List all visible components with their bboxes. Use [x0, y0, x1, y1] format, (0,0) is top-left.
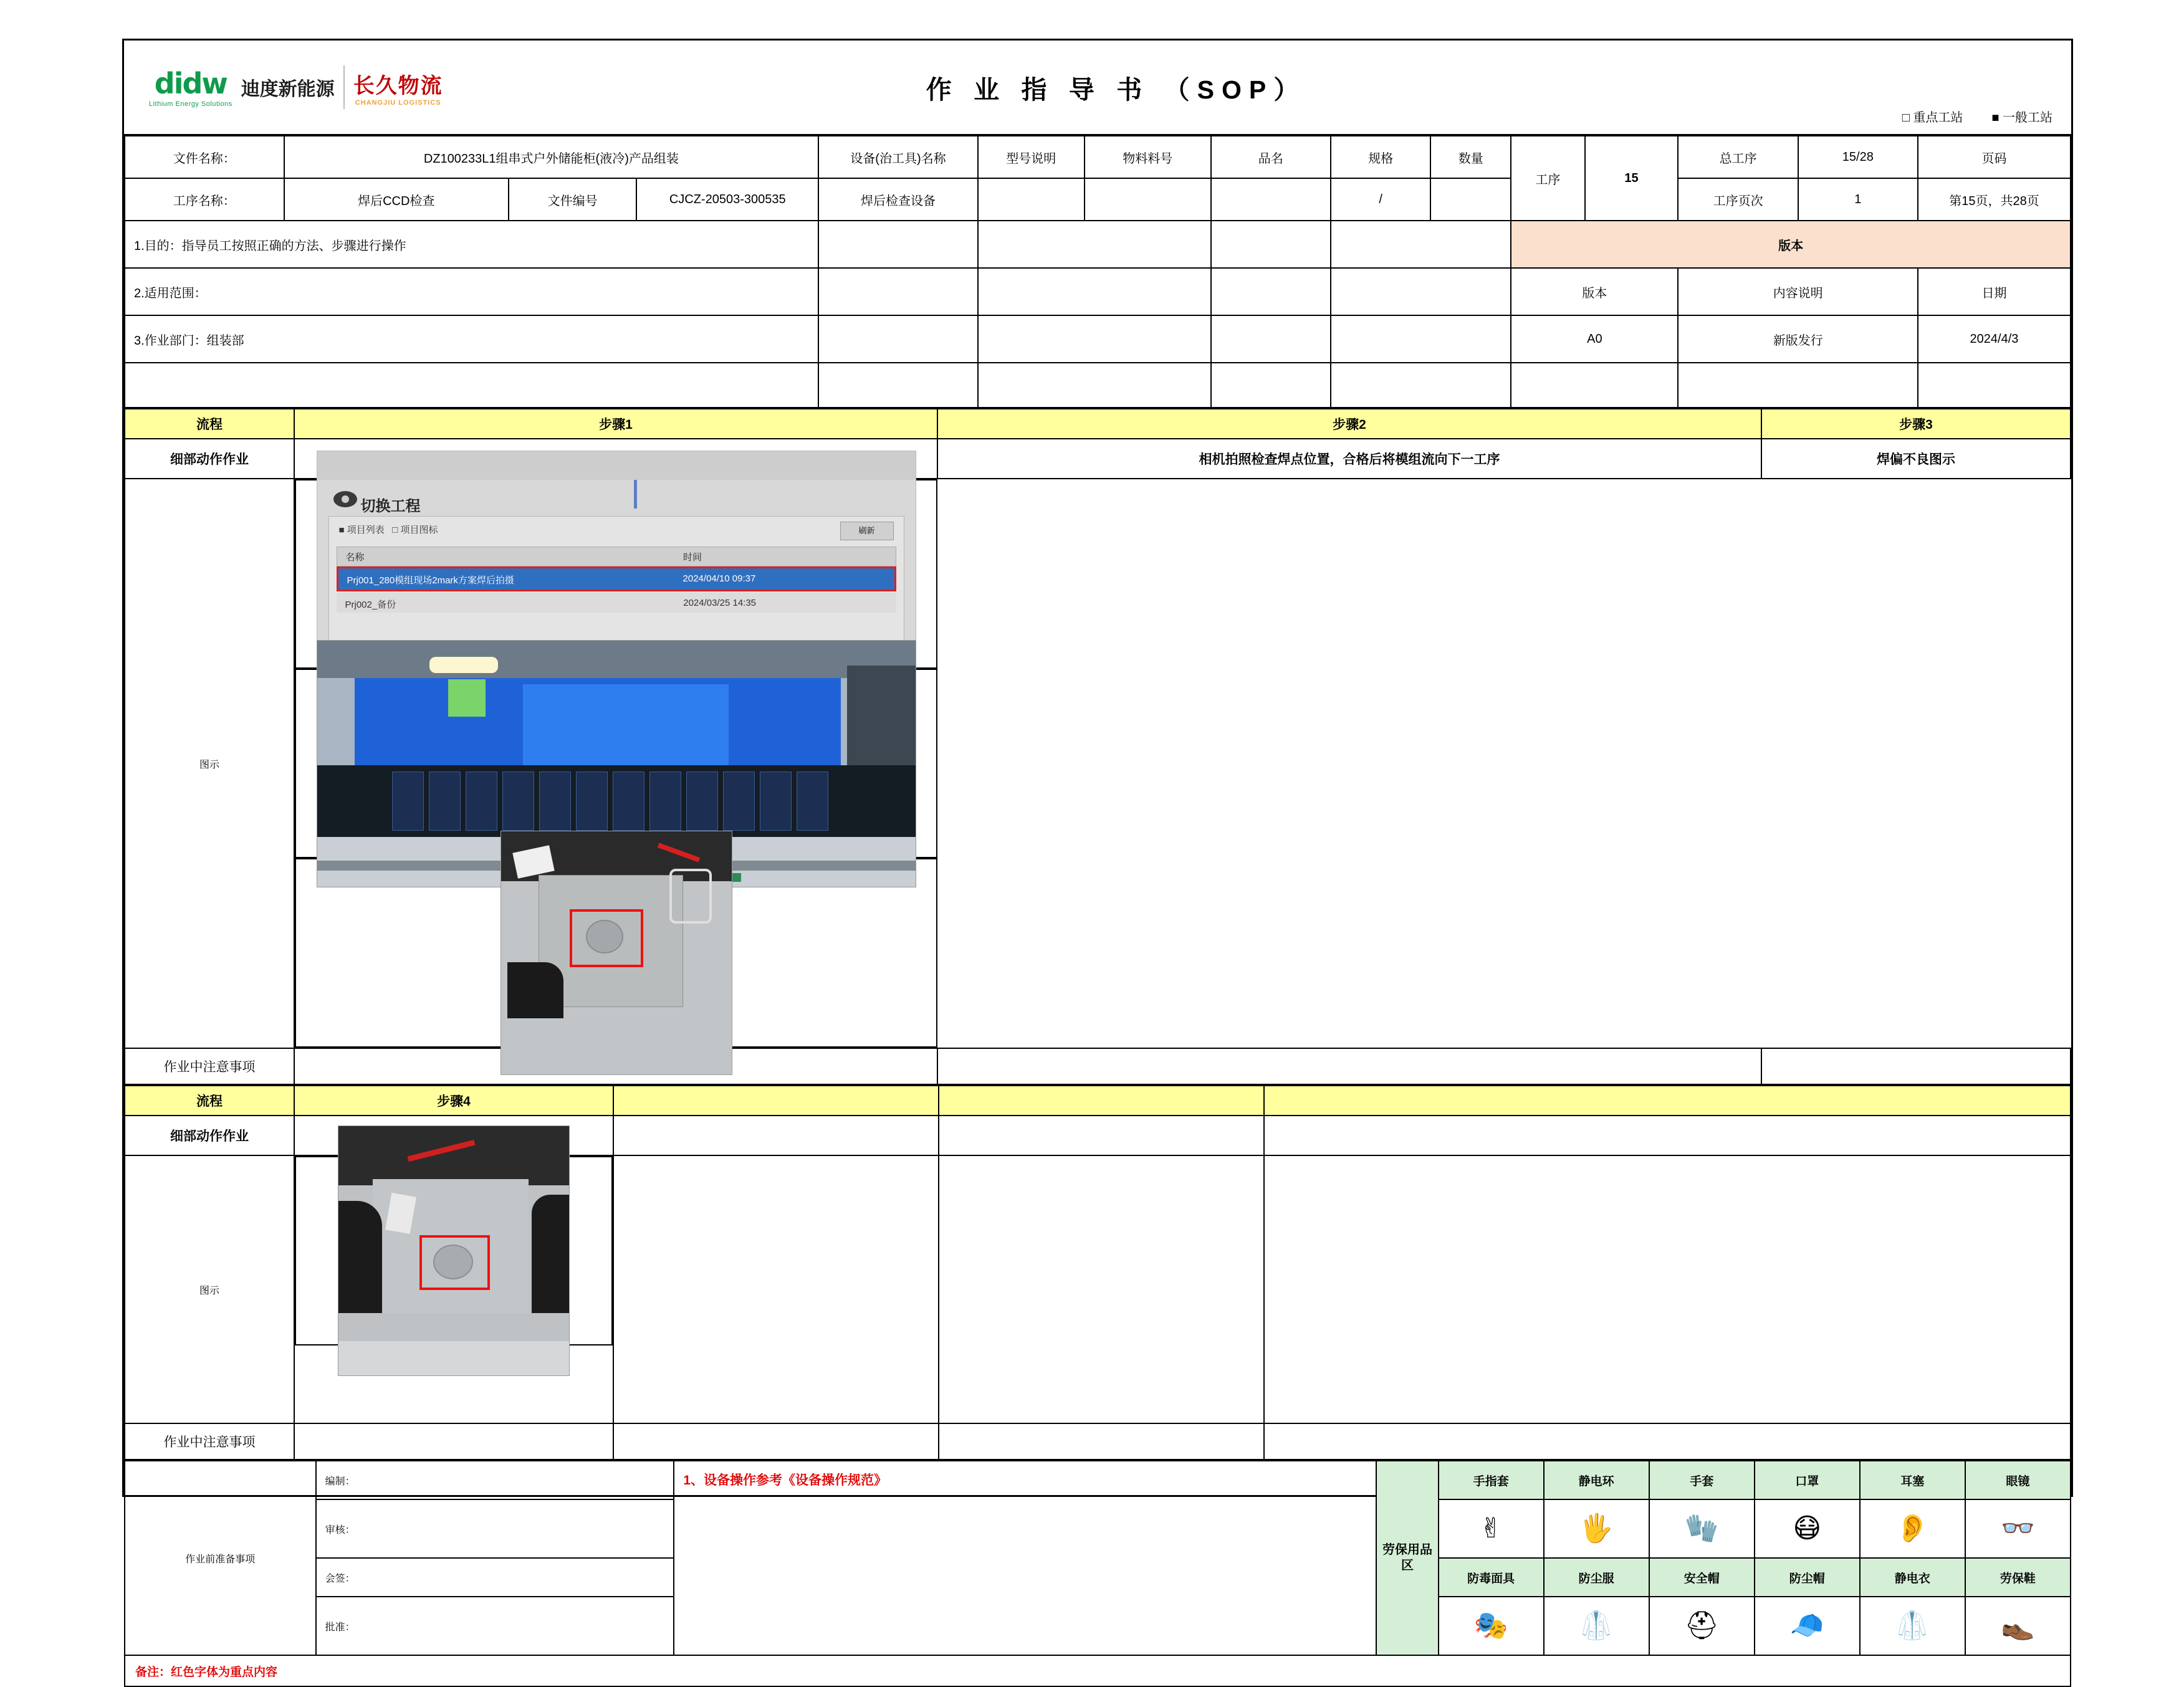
blank-d3: [1211, 363, 1331, 408]
blank-b1: [818, 268, 978, 315]
remark-text: 备注：红色字体为重点内容: [125, 1655, 2071, 1686]
black-bracket-left: [338, 1201, 382, 1313]
equipment-label: 设备(治工具)名称: [818, 136, 978, 178]
compile-field[interactable]: 编制：: [316, 1461, 674, 1499]
detail-label-1: 细部动作作业: [125, 439, 294, 479]
sop-document: [122, 39, 2073, 1679]
defect-highlight-box: [570, 909, 643, 967]
equipment-value: 焊后检查设备: [818, 178, 978, 221]
step-4-label: 步骤4: [294, 1086, 613, 1116]
hmi-divider: [634, 480, 637, 509]
ppe-label-earplug: 耳塞: [1860, 1461, 1965, 1499]
cosign-field[interactable]: 会签：: [316, 1558, 674, 1597]
date-col-label: 日期: [1918, 268, 2071, 315]
blank-d1: [818, 363, 978, 408]
detail-label-2: 细部动作作业: [125, 1116, 294, 1155]
file-name-label: 文件名称：: [125, 136, 284, 178]
hmi-row-2[interactable]: [337, 593, 896, 613]
gas-mask-icon: 🎭: [1439, 1597, 1544, 1655]
station-key-checkbox[interactable]: □ 重点工站: [1902, 111, 1963, 125]
material-value: [1085, 178, 1211, 221]
footer-note: 1、设备操作参考《设备操作规范》: [674, 1461, 1376, 1655]
logo-area: [124, 41, 510, 134]
ppe-label-gloves: 手套: [1649, 1461, 1755, 1499]
wire-loop: [669, 869, 712, 924]
image-label-1: 图示: [125, 479, 294, 1048]
step-2-label: 步骤2: [937, 409, 1761, 439]
ear-plug-icon: 👂: [1860, 1499, 1965, 1558]
step-5-image: [613, 1155, 939, 1423]
safety-glasses-icon: 👓: [1965, 1499, 2071, 1558]
prep-label: 作业前准备事项: [125, 1461, 316, 1655]
info-table: [124, 135, 2071, 408]
process-name-label: 工序名称：: [125, 178, 284, 221]
content-col-label: 内容说明: [1678, 268, 1917, 315]
blue-panel-2: [523, 684, 729, 778]
step-7-image: [1264, 1155, 2071, 1423]
weld-defect-photo-1: [501, 831, 732, 1075]
changjiu-logo-sub: CHANGJIU LOGISTICS: [355, 98, 441, 107]
hmi-radio-1[interactable]: 项目列表: [347, 524, 385, 535]
purpose-text: 1.目的：指导员工按照正确的方法、步骤进行操作: [125, 221, 818, 268]
detail-step-3: 焊偏不良图示: [1761, 439, 2071, 479]
note-cell-1b: [937, 1048, 1761, 1084]
doc-no-label: 文件编号: [509, 179, 636, 220]
hmi-radio-options[interactable]: ■ 项目列表 □ 项目图标: [338, 524, 438, 535]
step-6-image: [939, 1155, 1264, 1423]
steps-block-2: [124, 1085, 2071, 1460]
blank-c4: [1331, 315, 1511, 363]
hmi-window-title: 切换工程: [360, 497, 421, 515]
material-label: 物料料号: [1085, 136, 1211, 178]
date-value: 2024/4/3: [1918, 315, 2071, 363]
didu-logo-sub: Lithium Energy Solutions: [149, 100, 232, 108]
blank-a4: [1331, 221, 1511, 268]
note-cell-2c: [939, 1423, 1264, 1460]
version-col-label: 版本: [1511, 268, 1678, 315]
ppe-label-esd-coat: 静电衣: [1860, 1558, 1965, 1597]
ppe-label-dust-suit: 防尘服: [1544, 1558, 1649, 1597]
process-page-value: 1: [1798, 178, 1918, 221]
weld-defect-photo-2: [338, 1125, 570, 1376]
process-name-value: 焊后CCD检查: [285, 179, 509, 220]
note-cell-2b: [613, 1423, 939, 1460]
hmi-row1-name: Prj001_280模组现场2mark方案焊后拍摄: [347, 575, 514, 586]
changjiu-logo-name: 长久物流: [353, 74, 443, 98]
blank-c3: [1211, 315, 1331, 363]
ppe-label-dust-cap: 防尘帽: [1755, 1558, 1860, 1597]
hmi-radio-2[interactable]: 项目图标: [400, 524, 438, 535]
blank-d7: [1918, 363, 2071, 408]
hmi-row2-time: 2024/03/25 14:35: [683, 597, 757, 608]
blank-d4: [1331, 363, 1511, 408]
dark-fixture-2: [338, 1126, 569, 1185]
note-label-1: 作业中注意事项: [125, 1048, 294, 1084]
hmi-col-name: 名称: [345, 552, 365, 563]
note-label-2: 作业中注意事项: [125, 1423, 294, 1460]
ppe-label-mask: 口罩: [1755, 1461, 1860, 1499]
step-7-label: [1264, 1086, 2071, 1116]
blank-d5: [1511, 363, 1678, 408]
product-value: [1211, 178, 1331, 221]
version-value: A0: [1511, 315, 1678, 363]
process-name-cell: [284, 178, 819, 221]
page-label: 页码: [1918, 136, 2071, 178]
blank-a3: [1211, 221, 1331, 268]
detail-step-7: [1264, 1116, 2071, 1155]
dust-cap-icon: 🧢: [1755, 1597, 1860, 1655]
steps-block-1: [124, 408, 2071, 1085]
eye-icon: [333, 491, 357, 507]
step-6-label: [939, 1086, 1264, 1116]
ceiling-area: [317, 641, 916, 678]
blank-c2: [978, 315, 1211, 363]
spec-value: /: [1331, 178, 1431, 221]
process-page-label: 工序页次: [1678, 178, 1798, 221]
flow-label-2: 流程: [125, 1086, 294, 1116]
ppe-label-safety-shoes: 劳保鞋: [1965, 1558, 2071, 1597]
blank-a1: [818, 221, 978, 268]
station-type-area: [1722, 41, 2071, 134]
doc-no-value: CJCZ-20503-300535: [669, 192, 786, 206]
hmi-table-header: [337, 547, 896, 566]
blank-c1: [818, 315, 978, 363]
step-3-label: 步骤3: [1761, 409, 2071, 439]
ppe-label-glasses: 眼镜: [1965, 1461, 2071, 1499]
esd-coat-icon: 🥼: [1860, 1597, 1965, 1655]
blank-a2: [978, 221, 1211, 268]
didu-logo-mark: didw: [154, 67, 227, 100]
scope-text: 2.适用范围：: [125, 268, 818, 315]
battery-module-cells: [392, 772, 828, 831]
step-1-label: 步骤1: [294, 409, 937, 439]
blank-d0: [125, 363, 818, 408]
page-title: 作 业 指 导 书 （SOP）: [926, 75, 1307, 104]
content-value: 新版发行: [1678, 315, 1917, 363]
hmi-col-time: 时间: [683, 552, 702, 563]
step-4-image: [295, 1156, 613, 1345]
ppe-label-gas-mask: 防毒面具: [1439, 1558, 1544, 1597]
ppe-label-finger-cot: 手指套: [1439, 1461, 1544, 1499]
ppe-label-esd-strap: 静电环: [1544, 1461, 1649, 1499]
ppe-area-label: 劳保用品区: [1376, 1461, 1438, 1655]
lamp-shape: [429, 657, 498, 673]
blank-b2: [978, 268, 1211, 315]
step-5-label: [613, 1086, 939, 1116]
blank-d2: [978, 363, 1211, 408]
blank-b4: [1331, 268, 1511, 315]
hmi-row2-name: Prj002_备份: [345, 599, 396, 610]
dept-text: 3.作业部门：组装部: [125, 315, 818, 363]
process-label: 工序: [1511, 136, 1584, 221]
defect-highlight-box-2: [419, 1235, 490, 1290]
page-value: 第15页，共28页: [1918, 178, 2071, 221]
total-process-value: 15/28: [1798, 136, 1918, 178]
logo-divider: [343, 65, 345, 109]
review-field[interactable]: 审核：: [316, 1499, 674, 1558]
green-indicator: [448, 679, 486, 717]
model-value: [978, 178, 1085, 221]
esd-wrist-strap-icon: 🖐: [1544, 1499, 1649, 1558]
document-header: [124, 41, 2071, 135]
hmi-titlebar: [317, 451, 916, 480]
step-2-image: [295, 669, 937, 858]
detail-step-6: [939, 1116, 1264, 1155]
flow-label-1: 流程: [125, 409, 294, 439]
ppe-label-helmet: 安全帽: [1649, 1558, 1755, 1597]
black-bracket: [507, 962, 563, 1018]
approve-field[interactable]: 批准：: [316, 1597, 674, 1655]
finger-cot-icon: ✌: [1439, 1499, 1544, 1558]
note-cell-2d: [1264, 1423, 2071, 1460]
changjiu-logo: [353, 69, 443, 107]
footer-block: [124, 1460, 2071, 1687]
didu-company-name: 迪度新能源: [241, 79, 335, 100]
dust-suit-icon: 🥼: [1544, 1597, 1649, 1655]
process-number: 15: [1585, 136, 1679, 221]
version-band-label: 版本: [1511, 221, 2071, 268]
safety-helmet-icon: ⛑: [1649, 1597, 1755, 1655]
spec-label: 规格: [1331, 136, 1431, 178]
table-surface: [338, 1341, 569, 1375]
note-cell-1c: [1761, 1048, 2071, 1084]
hmi-row1-time: 2024/04/10 09:37: [682, 573, 756, 584]
qty-label: 数量: [1430, 136, 1511, 178]
detail-step-5: [613, 1116, 939, 1155]
blank-b3: [1211, 268, 1331, 315]
face-mask-icon: 😷: [1755, 1499, 1860, 1558]
hmi-row-selected[interactable]: [337, 566, 896, 591]
hmi-refresh-button[interactable]: 刷新: [840, 522, 894, 540]
file-name-value: DZ100233L1组串式户外储能柜(液冷)产品组装: [284, 136, 819, 178]
detail-step-2: 相机拍照检查焊点位置，合格后将模组流向下一工序: [937, 439, 1761, 479]
total-process-label: 总工序: [1678, 136, 1798, 178]
model-label: 型号说明: [978, 136, 1085, 178]
qty-value: [1430, 178, 1511, 221]
blank-d6: [1678, 363, 1917, 408]
safety-shoes-icon: 👞: [1965, 1597, 2071, 1655]
image-label-2: 图示: [125, 1155, 294, 1423]
station-normal-checkbox[interactable]: ■ 一般工站: [1991, 111, 2052, 125]
black-bracket-right: [532, 1195, 569, 1313]
product-label: 品名: [1211, 136, 1331, 178]
gloves-icon: 🧤: [1649, 1499, 1755, 1558]
didu-logo: [149, 67, 232, 108]
note-cell-2a: [294, 1423, 613, 1460]
title-area: [510, 41, 1722, 134]
